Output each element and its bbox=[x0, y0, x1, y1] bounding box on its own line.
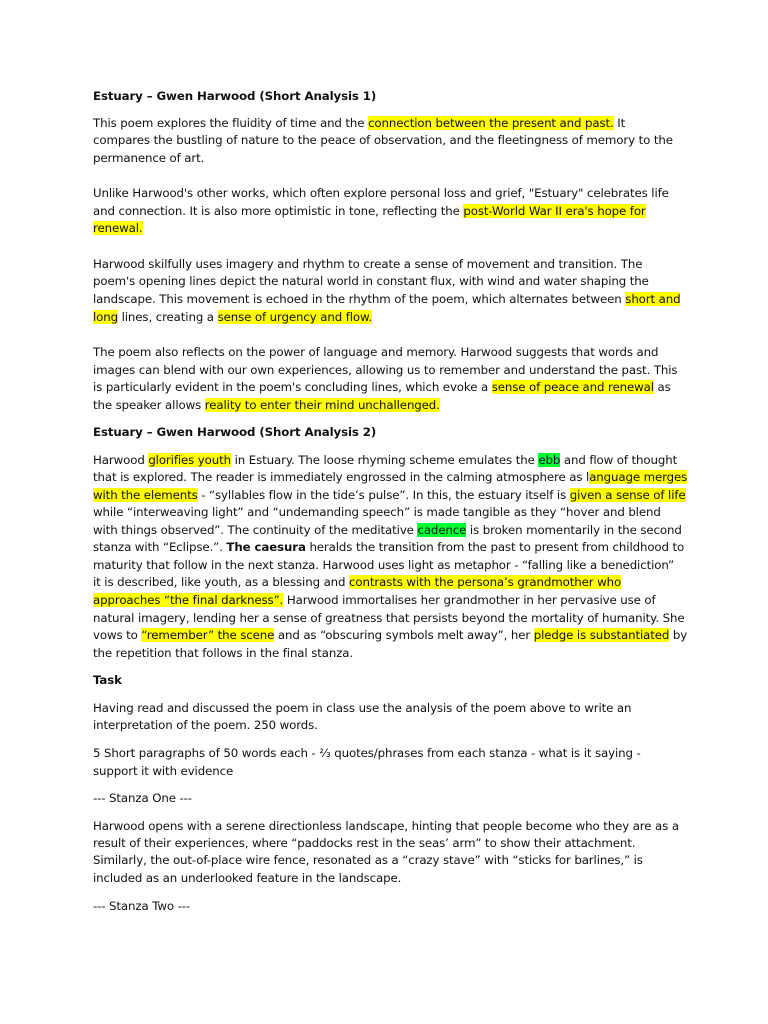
text-span: is particularly evident in the poem's concluding lines, which evoke a bbox=[93, 380, 492, 394]
text-span: Harwood immortalises her grandmother in her pervasive use of bbox=[283, 593, 656, 607]
text-span: included as an underlooked feature in the landscape. bbox=[93, 871, 402, 885]
text-span: interpretation of the poem. 250 words. bbox=[93, 718, 318, 732]
text-line bbox=[93, 717, 318, 734]
text-line bbox=[93, 898, 190, 915]
text-span: lines, creating a bbox=[117, 310, 218, 324]
text-span: support it with evidence bbox=[93, 764, 234, 778]
text-span: with things observed”. The continuity of the meditative bbox=[93, 523, 418, 537]
text-line bbox=[93, 610, 685, 627]
text-span: Unlike Harwood's other works, which often explore personal loss and grief, "Estuary" celebrates life bbox=[93, 186, 669, 200]
text-span: Harwood bbox=[93, 453, 149, 467]
text-span: natural imagery, lending her a sense of greatness that persists beyond the mortality of humanity. She bbox=[93, 611, 685, 625]
text-line bbox=[93, 627, 687, 644]
text-line bbox=[93, 150, 204, 167]
text-line bbox=[93, 469, 687, 486]
text-line bbox=[93, 291, 680, 308]
text-line bbox=[93, 397, 440, 414]
text-span: maturity that follow in the next stanza. Harwood uses light as metaphor - “falling like a benediction” bbox=[93, 558, 675, 572]
text-line bbox=[93, 362, 677, 379]
text-line bbox=[93, 132, 673, 149]
highlight-yellow: long bbox=[93, 310, 118, 324]
text-line bbox=[93, 763, 233, 780]
text-line bbox=[93, 745, 641, 762]
text-span: and flow of thought bbox=[560, 453, 678, 467]
text-line bbox=[93, 835, 635, 852]
text-line bbox=[93, 220, 143, 237]
text-line bbox=[93, 790, 192, 807]
text-line bbox=[93, 852, 643, 869]
text-line bbox=[93, 115, 625, 132]
highlight-yellow: pledge is substantiated bbox=[533, 628, 670, 642]
text-span: It bbox=[613, 116, 626, 130]
highlight-yellow: “remember” the scene bbox=[141, 628, 275, 642]
text-line bbox=[93, 203, 646, 220]
text-span: Estuary – Gwen Harwood (Short Analysis 1) bbox=[93, 89, 377, 103]
section-heading bbox=[93, 672, 122, 689]
text-span: Having read and discussed the poem in class use the analysis of the poem above to write an bbox=[93, 701, 632, 715]
highlight-yellow: short and bbox=[625, 292, 681, 306]
text-span: while “interweaving light” and “undemanding speech” is made tangible as they “hover and blend bbox=[93, 505, 661, 519]
text-span: compares the bustling of nature to the peace of observation, and the fleetingness of memory to the bbox=[93, 133, 673, 147]
text-line bbox=[93, 522, 682, 539]
text-span: and as “obscuring symbols melt away”, her bbox=[274, 628, 534, 642]
text-span: result of their experiences, where “paddocks rest in the seas’ arm” to show their attachment. bbox=[93, 836, 636, 850]
text-span: --- Stanza Two --- bbox=[93, 899, 190, 913]
text-line bbox=[93, 870, 401, 887]
text-span: it is described, like youth, as a blessing and bbox=[93, 575, 350, 589]
text-span: Harwood skilfully uses imagery and rhythm to create a sense of movement and transition. The bbox=[93, 257, 643, 271]
text-span: --- Stanza One --- bbox=[93, 791, 192, 805]
text-line bbox=[93, 504, 661, 521]
text-span: landscape. This movement is echoed in the rhythm of the poem, which alternates between bbox=[93, 292, 626, 306]
text-span: - “syllables flow in the tide’s pulse”. In this, the estuary itself is bbox=[197, 488, 570, 502]
highlight-yellow: post-World War II era's hope for bbox=[463, 204, 646, 218]
text-span: This poem explores the fluidity of time and the bbox=[93, 116, 369, 130]
highlight-yellow: glorifies youth bbox=[148, 453, 231, 467]
text-span: by bbox=[669, 628, 688, 642]
text-span: permanence of art. bbox=[93, 151, 205, 165]
text-line bbox=[93, 645, 353, 662]
text-line bbox=[93, 379, 671, 396]
text-line bbox=[93, 344, 658, 361]
text-span: 5 Short paragraphs of 50 words each - ⅔ quotes/phrases from each stanza - what is it saying - bbox=[93, 746, 641, 760]
section-heading bbox=[93, 424, 376, 441]
highlight-yellow: connection between the present and past. bbox=[368, 116, 614, 130]
text-span: Estuary – Gwen Harwood (Short Analysis 2) bbox=[93, 425, 377, 439]
text-span: and connection. It is also more optimistic in tone, reflecting the bbox=[93, 204, 464, 218]
text-line bbox=[93, 309, 372, 326]
text-span: that is explored. The reader is immediately engrossed in the calming atmosphere as l bbox=[93, 470, 590, 484]
text-line bbox=[93, 818, 679, 835]
text-line bbox=[93, 700, 631, 717]
highlight-yellow: anguage merges bbox=[589, 470, 688, 484]
highlight-yellow: given a sense of life bbox=[569, 488, 686, 502]
text-line bbox=[93, 592, 656, 609]
text-span: stanza with “Eclipse.”. bbox=[93, 540, 227, 554]
text-span: vows to bbox=[93, 628, 142, 642]
highlight-yellow: sense of peace and renewal bbox=[491, 380, 654, 394]
text-line bbox=[93, 557, 674, 574]
text-span: in Estuary. The loose rhyming scheme emulates the bbox=[231, 453, 539, 467]
text-line bbox=[93, 574, 621, 591]
text-span: as bbox=[653, 380, 671, 394]
highlight-yellow: renewal. bbox=[93, 221, 143, 235]
text-line bbox=[93, 539, 684, 556]
text-span: the repetition that follows in the final stanza. bbox=[93, 646, 354, 660]
text-span: Similarly, the out-of-place wire fence, resonated as a “crazy stave” with “sticks for barlines,” is bbox=[93, 853, 643, 867]
text-line bbox=[93, 185, 669, 202]
highlight-green: cadence bbox=[417, 523, 467, 537]
highlight-yellow: with the elements bbox=[93, 488, 198, 502]
highlight-green: ebb bbox=[538, 453, 561, 467]
text-line bbox=[93, 452, 677, 469]
highlight-yellow: sense of urgency and flow. bbox=[217, 310, 373, 324]
text-span: is broken momentarily in the second bbox=[466, 523, 682, 537]
highlight-yellow: reality to enter their mind unchallenged. bbox=[204, 398, 440, 412]
text-span: The poem also reflects on the power of language and memory. Harwood suggests that words and bbox=[93, 345, 659, 359]
text-span: Task bbox=[93, 673, 122, 687]
bold-text: The caesura bbox=[226, 540, 306, 554]
highlight-yellow: contrasts with the persona’s grandmother who bbox=[349, 575, 622, 589]
text-span: poem's opening lines depict the natural world in constant flux, with wind and water shaping the bbox=[93, 274, 649, 288]
text-line bbox=[93, 256, 642, 273]
text-span: Harwood opens with a serene directionless landscape, hinting that people become who they are as a bbox=[93, 819, 679, 833]
section-heading bbox=[93, 88, 376, 105]
text-span: heralds the transition from the past to present from childhood to bbox=[305, 540, 685, 554]
text-span: the speaker allows bbox=[93, 398, 205, 412]
text-line bbox=[93, 487, 686, 504]
text-span: images can blend with our own experiences, allowing us to remember and understand the past. This bbox=[93, 363, 678, 377]
highlight-yellow: approaches “the final darkness”. bbox=[93, 593, 284, 607]
text-line bbox=[93, 273, 649, 290]
